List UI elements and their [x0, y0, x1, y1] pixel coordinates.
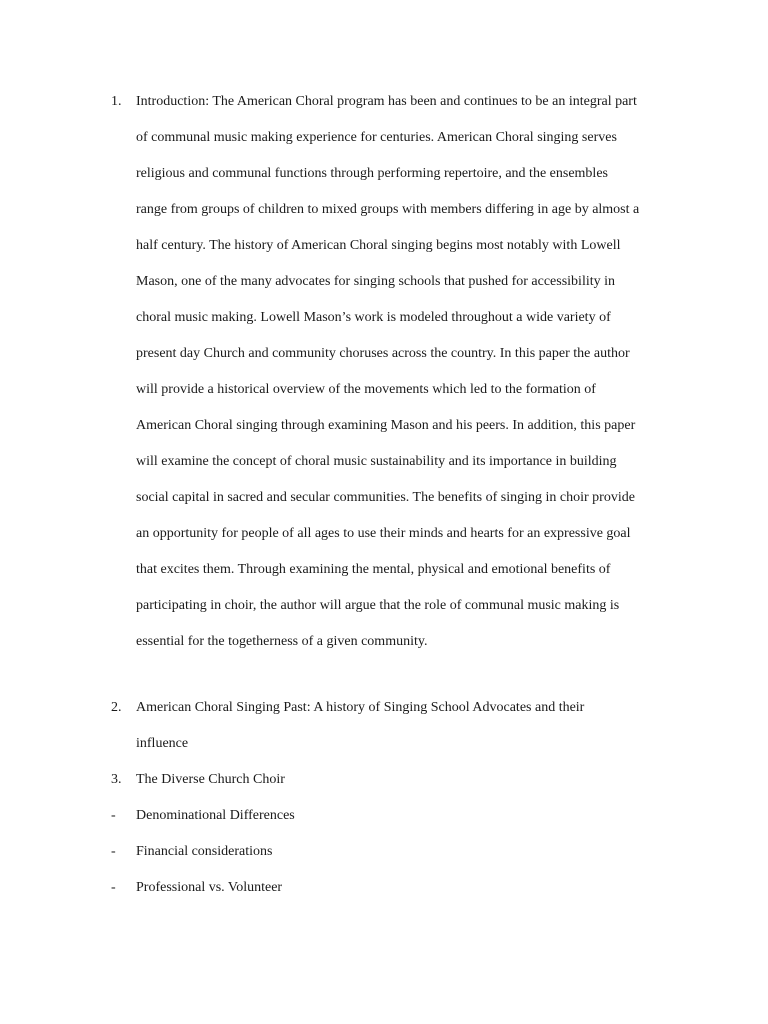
intro-line: range from groups of children to mixed groups with members differing in age by almost a [136, 202, 640, 217]
intro-line: choral music making. Lowell Mason’s work is modeled throughout a wide variety of [136, 310, 611, 325]
section-2-line: American Choral Singing Past: A history of Singing School Advocates and their [136, 700, 585, 715]
intro-line: will examine the concept of choral music sustainability and its importance in building [136, 454, 617, 469]
intro-line: participating in choir, the author will argue that the role of communal music making is [136, 598, 620, 613]
bullet-text: Financial considerations [136, 844, 273, 859]
bullet-text: Professional vs. Volunteer [136, 880, 283, 895]
list-number: 3. [111, 772, 122, 787]
intro-line: social capital in sacred and secular communities. The benefits of singing in choir provide [136, 490, 635, 505]
intro-line: Introduction: The American Choral program has been and continues to be an integral part [136, 94, 637, 109]
intro-line: essential for the togetherness of a given community. [136, 634, 428, 649]
bullet-text: Denominational Differences [136, 808, 295, 823]
intro-line: religious and communal functions through performing repertoire, and the ensembles [136, 166, 608, 181]
intro-line: will provide a historical overview of the movements which led to the formation of [136, 382, 596, 397]
intro-line: Mason, one of the many advocates for singing schools that pushed for accessibility in [136, 274, 616, 289]
section-3-line: The Diverse Church Choir [136, 772, 285, 787]
section-2-line: influence [136, 736, 189, 751]
intro-line: half century. The history of American Choral singing begins most notably with Lowell [136, 238, 621, 253]
list-number: 1. [111, 94, 122, 109]
list-number: 2. [111, 700, 122, 715]
intro-line: an opportunity for people of all ages to use their minds and hearts for an expressive goal [136, 526, 631, 541]
bullet-dash: - [111, 844, 116, 859]
intro-line: American Choral singing through examining Mason and his peers. In addition, this paper [136, 418, 636, 433]
bullet-dash: - [111, 880, 116, 895]
intro-line: present day Church and community choruses across the country. In this paper the author [136, 346, 630, 361]
intro-line: of communal music making experience for centuries. American Choral singing serves [136, 130, 617, 145]
bullet-dash: - [111, 808, 116, 823]
intro-line: that excites them. Through examining the mental, physical and emotional benefits of [136, 562, 611, 577]
